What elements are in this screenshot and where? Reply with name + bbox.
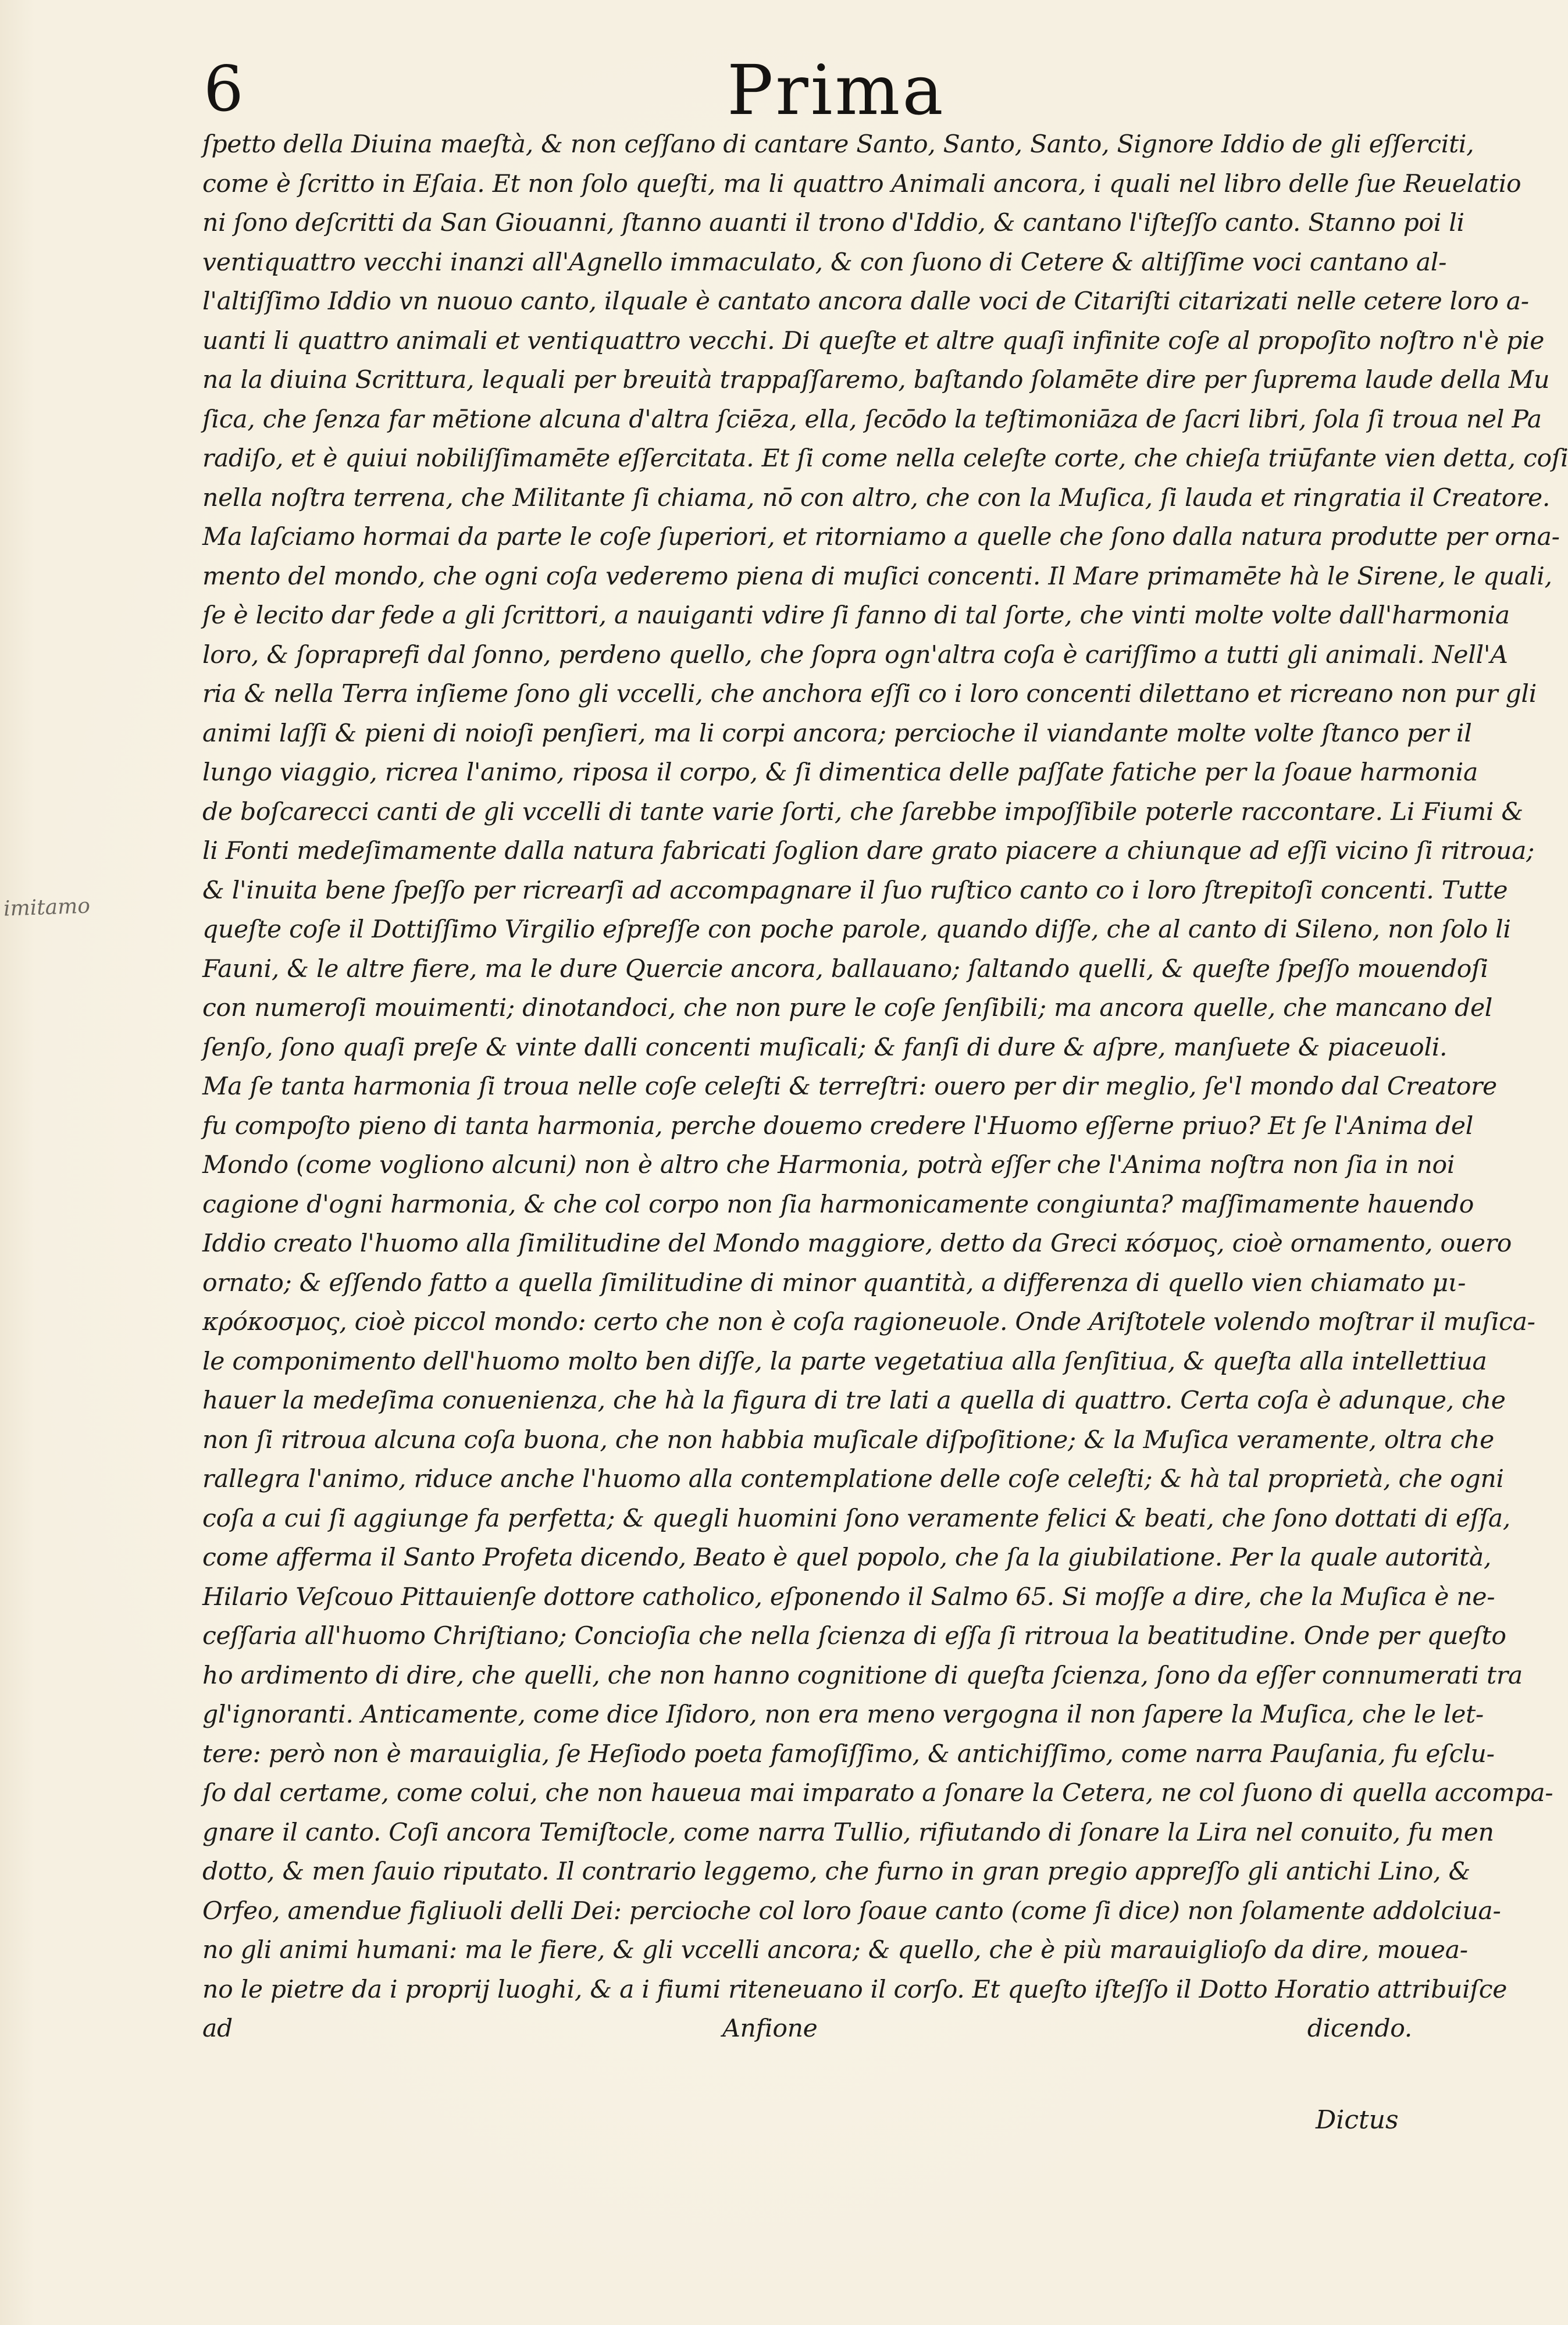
text-line: ad Anfione dicendo. — [202, 2014, 1412, 2043]
text-line: non ſi ritroua alcuna coſa buona, che non habbia muſicale diſpoſitione; & la Muſica veramente, oltra che — [202, 1425, 1494, 1454]
text-line: ſenſo, ſono quaſi preſe & vinte dalli concenti muſicali; & fanſi di dure & aſpre, manſuete & piaceuoli. — [202, 1033, 1448, 1062]
text-line: ni ſono deſcritti da San Giouanni, ſtanno auanti il trono d'Iddio, & cantano l'iſteſſo canto. Stanno poi li — [202, 209, 1464, 237]
text-line: Iddio creato l'huomo alla ſimilitudine del Mondo maggiore, detto da Greci κόσμος, cioè ornamento, ouero — [202, 1229, 1512, 1258]
text-line: Mondo (come vogliono alcuni) non è altro che Harmonia, potrà eſſer che l'Anima noſtra non ſia in noi — [202, 1151, 1455, 1179]
running-head: Prima — [727, 50, 946, 130]
text-line: coſa a cui ſi aggiunge fa perfetta; & quegli huomini ſono veramente felici & beati, che ſono dottati di eſſa, — [202, 1504, 1511, 1533]
text-line: na la diuina Scrittura, lequali per breuità trappaſſaremo, baſtando ſolamēte dire per ſuprema laude della Mu — [202, 366, 1550, 394]
text-line: de boſcarecci canti de gli vccelli di tante varie ſorti, che ſarebbe impoſſibile poterle raccontare. Li Fiumi & — [202, 797, 1523, 826]
text-line: con numeroſi mouimenti; dinotandoci, che non pure le coſe ſenſibili; ma ancora quelle, che mancano del — [202, 994, 1493, 1022]
page-number: 6 — [204, 53, 244, 126]
text-line: Fauni, & le altre fiere, ma le dure Quercie ancora, ballauano; ſaltando quelli, & queſte ſpeſſo mouendoſi — [202, 954, 1488, 983]
text-line: come afferma il Santo Profeta dicendo, Beato è quel popolo, che ſa la giubilatione. Per la quale autorità, — [202, 1543, 1492, 1572]
text-line: ſo dal certame, come colui, che non haueua mai imparato a ſonare la Cetera, ne col ſuono di quella accompa- — [202, 1779, 1553, 1807]
text-line: queſte coſe il Dottiſſimo Virgilio eſpreſſe con poche parole, quando diſſe, che al canto di Sileno, non ſolo li — [202, 915, 1511, 944]
text-line: li Fonti medeſimamente dalla natura fabricati ſoglion dare grato piacere a chiunque ad eſſi vicino ſi ritroua; — [202, 837, 1535, 865]
text-line: & l'inuita bene ſpeſſo per ricrearſi ad accompagnare il ſuo ruſtico canto co i loro ſtrepitoſi concenti. Tutte — [202, 876, 1508, 905]
text-line: ventiquattro vecchi inanzi all'Agnello immaculato, & con ſuono di Cetere & altiſſime voci cantano al- — [202, 248, 1447, 277]
text-line: Ma laſciamo hormai da parte le coſe ſuperiori, et ritorniamo a quelle che ſono dalla natura produtte per orna- — [202, 523, 1560, 551]
text-line: mento del mondo, che ogni coſa vederemo piena di muſici concenti. Il Mare primamēte hà le Sirene, le quali, — [202, 562, 1552, 591]
text-line: ceſſaria all'huomo Chriſtiano; Concioſia che nella ſcienza di eſſa ſi ritroua la beatitudine. Onde per queſto — [202, 1622, 1506, 1650]
text-line: cagione d'ogni harmonia, & che col corpo non ſia harmonicamente congiunta? maſſimamente hauendo — [202, 1190, 1474, 1219]
text-line: ſe è lecito dar fede a gli ſcrittori, a nauiganti vdire ſi fanno di tal ſorte, che vinti molte volte dall'harmonia — [202, 601, 1510, 630]
text-line: dotto, & men ſauio riputato. Il contrario leggemo, che furno in gran pregio appreſſo gli antichi Lino, & — [202, 1857, 1471, 1886]
text-line: Hilario Veſcouo Pittauienſe dottore catholico, eſponendo il Salmo 65. Si moſſe a dire, che la Muſica è ne- — [202, 1582, 1495, 1611]
text-line: nella noſtra terrena, che Militante ſi chiama, nō con altro, che con la Muſica, ſi lauda et ringratia il Creatore. — [202, 483, 1551, 512]
text-line: ornato; & eſſendo fatto a quella ſimilitudine di minor quantità, a differenza di quello vien chiamato μι- — [202, 1268, 1466, 1297]
text-line: ſpetto della Diuina maeſtà, & non ceſſano di cantare Santo, Santo, Santo, Signore Iddio de gli eſſerciti, — [202, 130, 1474, 159]
text-line: l'altiſſimo Iddio vn nuouo canto, ilquale è cantato ancora dalle voci de Citariſti citarizati nelle cetere loro a- — [202, 287, 1529, 316]
text-line: hauer la medeſima conuenienza, che hà la figura di tre lati a quella di quattro. Certa coſa è adunque, che — [202, 1386, 1506, 1415]
text-line: animi laſſi & pieni di noioſi penſieri, ma li corpi ancora; percioche il viandante molte volte ſtanco per il — [202, 719, 1472, 748]
text-line: κρόκοσμος, cioè piccol mondo: certo che non è coſa ragioneuole. Onde Ariſtotele volendo moſtrar il muſica- — [202, 1308, 1535, 1336]
text-line: come è ſcritto in Eſaia. Et non ſolo queſti, ma li quattro Animali ancora, i quali nel libro delle ſue Reuelatio — [202, 169, 1521, 198]
body-text — [202, 125, 1568, 2088]
text-line: gl'ignoranti. Anticamente, come dice Iſidoro, non era meno vergogna il non ſapere la Muſica, che le let- — [202, 1700, 1484, 1729]
text-line: loro, & ſopraprefi dal ſonno, perdeno quello, che ſopra ogn'altra coſa è cariſſimo a tutti gli animali. Nell'A — [202, 640, 1508, 669]
text-line: radiſo, et è quiui nobiliſſimamēte eſſercitata. Et ſi come nella celeſte corte, che chieſa triūfante vien detta, coſi — [202, 444, 1568, 473]
text-line: gnare il canto. Coſi ancora Temiſtocle, come narra Tullio, rifiutando di ſonare la Lira nel conuito, fu men — [202, 1818, 1494, 1847]
text-line: no gli animi humani: ma le fiere, & gli vccelli ancora; & quello, che è più marauiglioſo da dire, mouea- — [202, 1936, 1468, 1964]
text-line: ho ardimento di dire, che quelli, che non hanno cognitione di queſta ſcienza, ſono da eſſer connumerati tra — [202, 1661, 1523, 1690]
text-line: lungo viaggio, ricrea l'animo, riposa il corpo, & ſi dimentica delle paſſate fatiche per la ſoaue harmonia — [202, 758, 1478, 787]
text-line: tere: però non è marauiglia, ſe Heſiodo poeta famoſiſſimo, & antichiſſimo, come narra Pauſania, fu eſclu- — [202, 1739, 1495, 1768]
text-line: Orfeo, amendue figliuoli delli Dei: percioche col loro ſoaue canto (come ſi dice) non ſolamente addolciua- — [202, 1896, 1501, 1925]
text-line: Ma ſe tanta harmonia ſi troua nelle coſe celeſti & terreſtri: ouero per dir meglio, ſe'l mondo dal Creatore — [202, 1072, 1497, 1101]
text-line: no le pietre da i proprij luoghi, & a i fiumi riteneuano il corſo. Et queſto iſteſſo il Dotto Horatio attribuiſce — [202, 1975, 1508, 2004]
text-line — [202, 2049, 1412, 2088]
catchword: Dictus — [1316, 2105, 1399, 2135]
text-line: fu compoſto pieno di tanta harmonia, perche douemo credere l'Huomo eſſerne priuo? Et ſe l'Anima del — [202, 1111, 1474, 1140]
text-line: rallegra l'animo, riduce anche l'huomo alla contemplatione delle coſe celeſti; & hà tal proprietà, che ogni — [202, 1465, 1504, 1493]
text-line: le componimento dell'huomo molto ben diſſe, la parte vegetatiua alla ſenſitiua, & queſta alla intellettiua — [202, 1347, 1487, 1376]
text-line: uanti li quattro animali et ventiquattro vecchi. Di queſte et altre quaſi infinite coſe al propoſito noſtro n'è pie — [202, 326, 1545, 355]
margin-annotation: imitamo — [3, 894, 91, 921]
text-line: ria & nella Terra inſieme ſono gli vccelli, che anchora eſſi co i loro concenti dilettano et ricreano non pur gli — [202, 680, 1537, 708]
text-line: ſica, che ſenza far mētione alcuna d'altra ſciēza, ella, ſecōdo la teſtimoniāza de ſacri libri, ſola ſi troua nel Pa — [202, 405, 1542, 434]
